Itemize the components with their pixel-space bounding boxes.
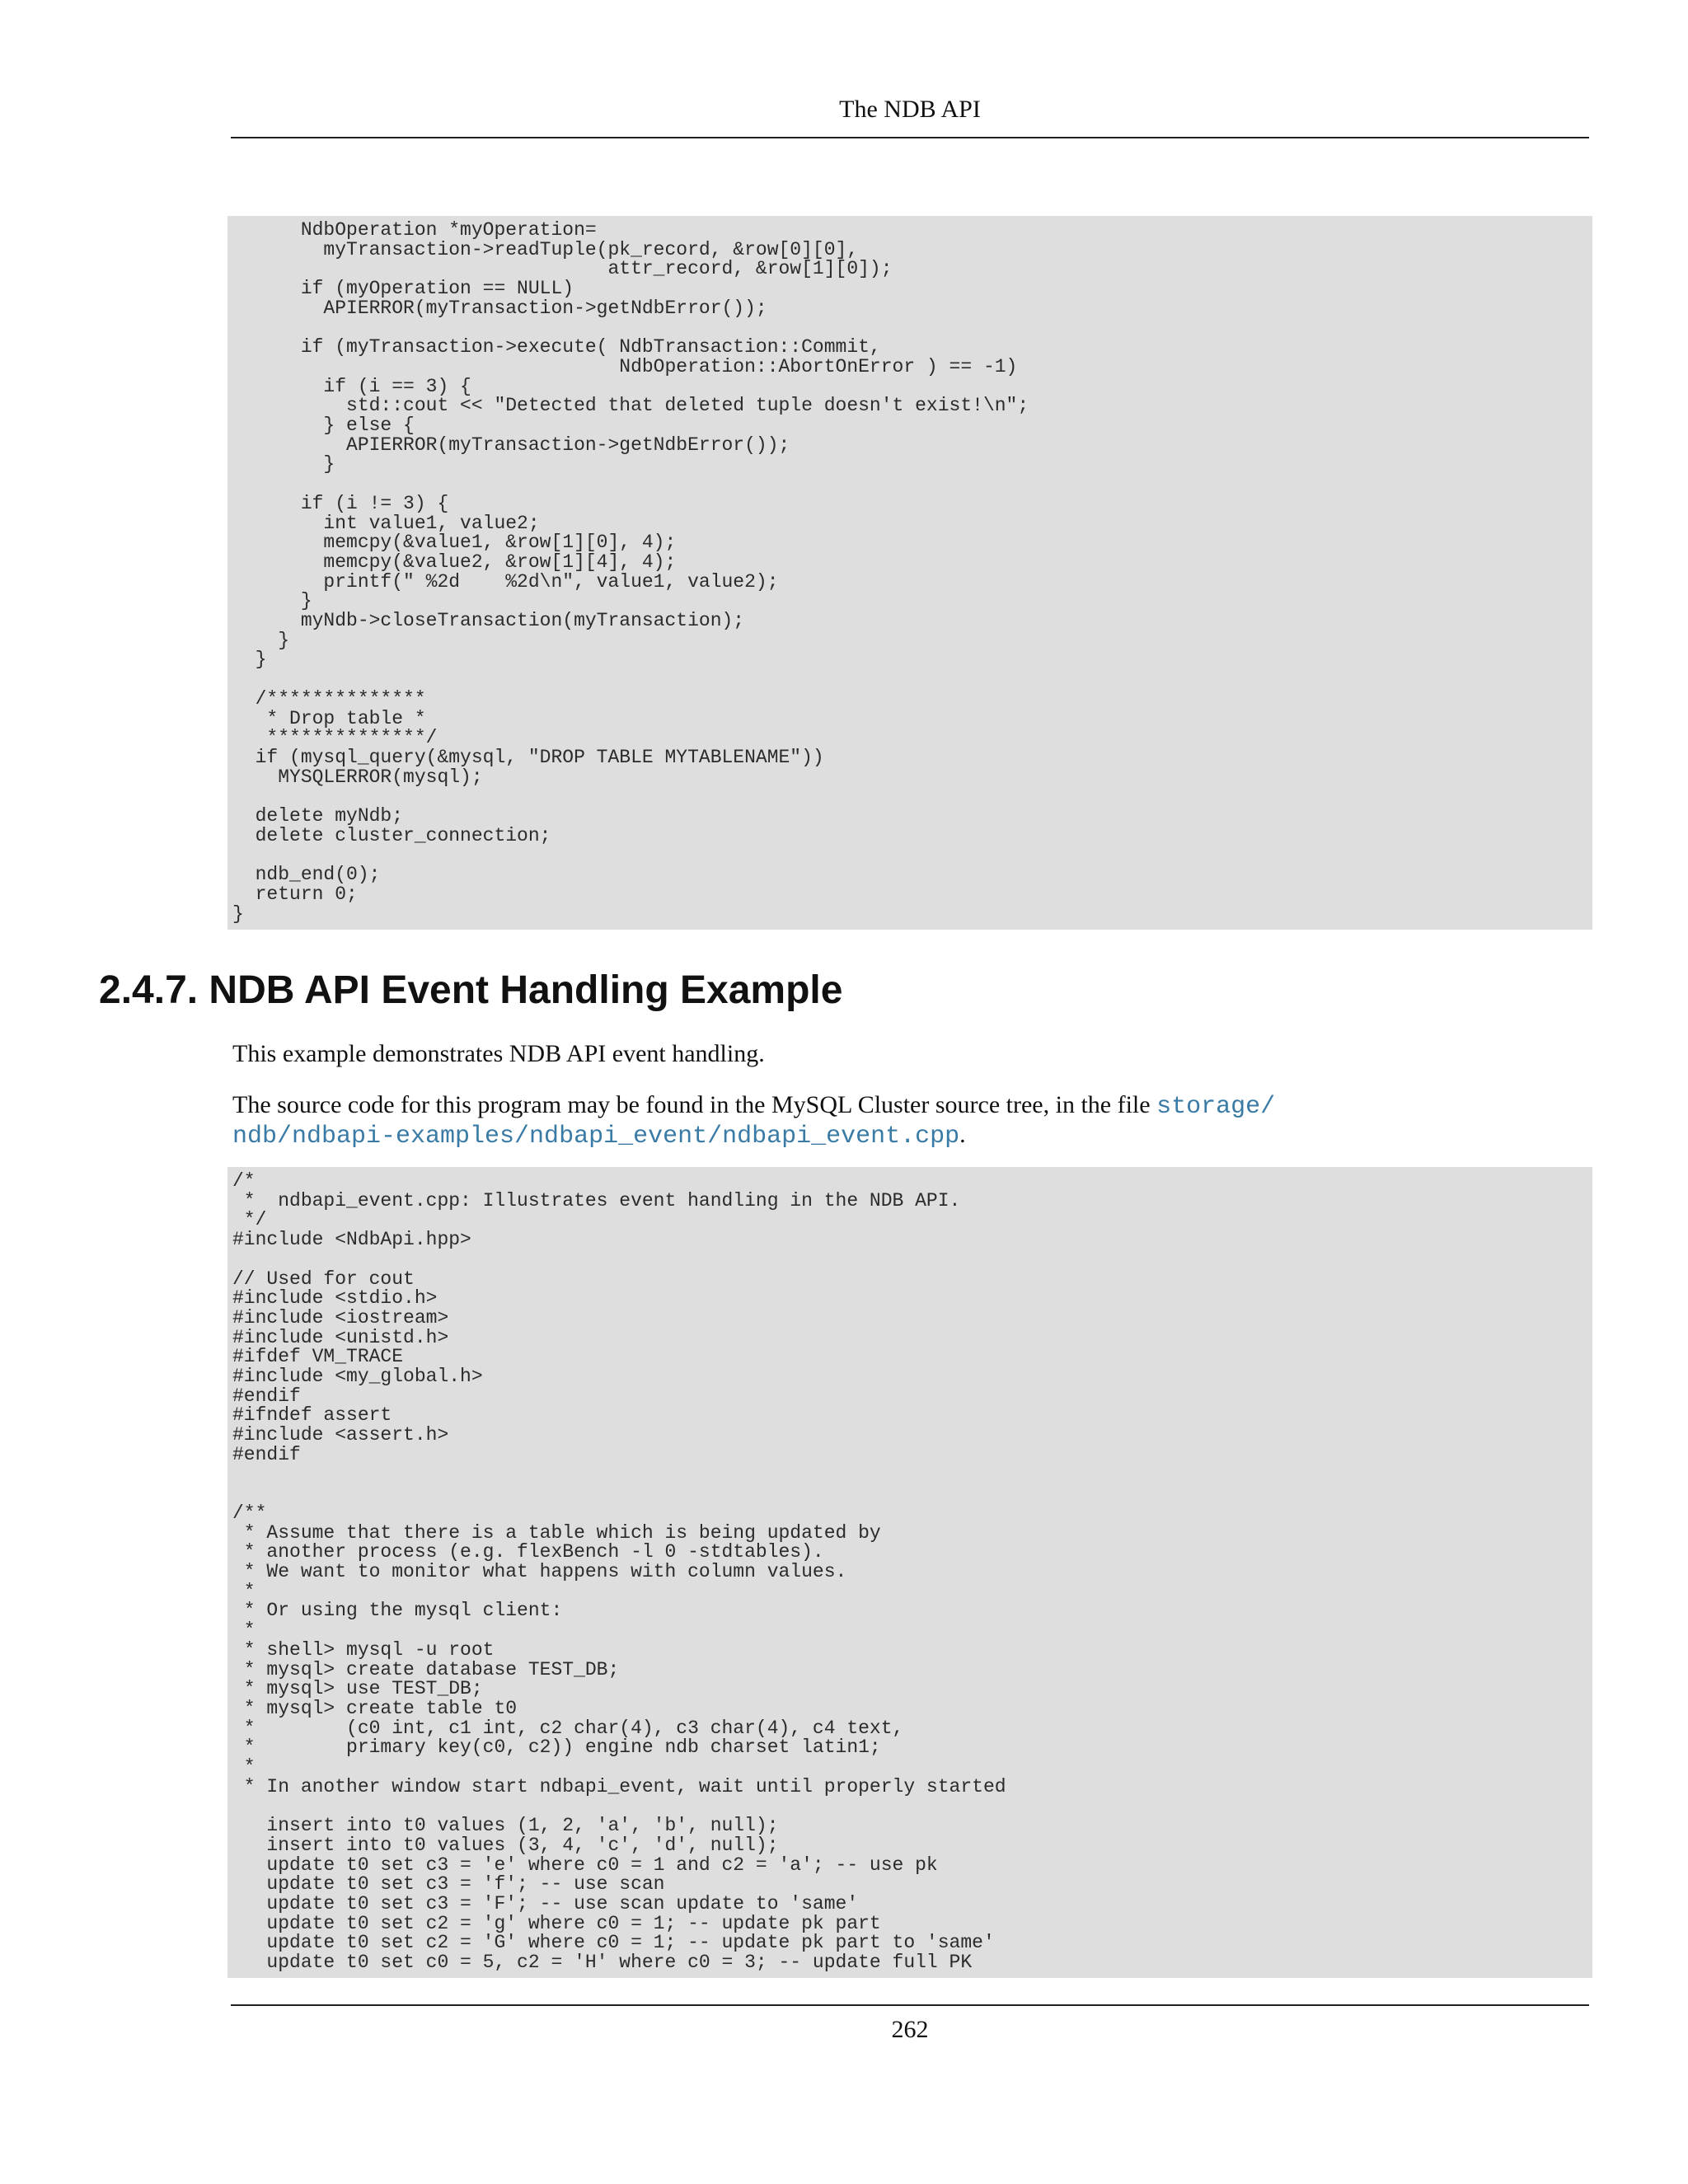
source-path-part-2: ndb/ndbapi-examples/ndbapi_event/ndbapi_event.cpp — [232, 1122, 960, 1151]
source-location-text: The source code for this program may be found in the MySQL Cluster source tree, in the file — [232, 1091, 1157, 1118]
running-header: The NDB API — [839, 96, 981, 123]
code-listing-text: /* * ndbapi_event.cpp: Illustrates event handling in the NDB API. */ #include <NdbApi.hpp> // Used for cout #include <stdio.h> #include <iostream> #include <unistd.h> #ifdef VM_TRACE #include <my_global.h> #endif #ifndef assert #include <assert.h> #endif /** * Assume that there is a table which is being updated by * another process (e.g. flexBench -l 0 -stdtables). * We want to monitor what happens with column values. * * Or using the mysql client: * * shell> mysql -u root * mysql> create database TEST_DB; * mysql> use TEST_DB; * mysql> create table t0 * (c0 int, c1 int, c2 char(4), c3 char(4), c4 text, * primary key(c0, c2)) engine ndb charset latin1; * * In another window start ndbapi_event, wait until properly started insert into t0 values (1, 2, 'a', 'b', null); insert into t0 values (3, 4, 'c', 'd', null); update t0 set c3 = 'e' where c0 = 1 and c2 = 'a'; -- use pk update t0 set c3 = 'f'; -- use scan update t0 set c3 = 'F'; -- use scan update to 'same' update t0 set c2 = 'g' where c0 = 1; -- update pk part update t0 set c2 = 'G' where c0 = 1; -- update pk part to 'same' update t0 set c0 = 5, c2 = 'H' where c0 = 3; -- update full PK — [232, 1170, 1006, 1974]
page-number: 262 — [891, 2016, 929, 2043]
header-rule — [231, 137, 1589, 138]
code-listing-ndbapi-event — [227, 1167, 1592, 1978]
source-location-paragraph — [232, 1091, 1584, 1151]
code-listing-text: NdbOperation *myOperation= myTransaction->readTuple(pk_record, &row[0][0], attr_record, &row[1][0]); if (myOperation == NULL) APIERROR(myTransaction->getNdbError()); if (myTransaction->execute( NdbTransaction::Commit, NdbOperation::AbortOnError ) == -1) if (i == 3) { std::cout << "Detected that deleted tuple doesn't exist!\n"; } else { APIERROR(myTransaction->getNdbError()); } if (i != 3) { int value1, value2; memcpy(&value1, &row[1][0], 4); memcpy(&value2, &row[1][4], 4); printf(" %2d %2d\n", value1, value2); } myNdb->closeTransaction(myTransaction); } } /************** * Drop table * **************/ if (mysql_query(&mysql, "DROP TABLE MYTABLENAME")) MYSQLERROR(mysql); delete myNdb; delete cluster_connection; ndb_end(0); return 0; } — [232, 219, 1029, 925]
footer-rule — [231, 2004, 1589, 2006]
source-location-period: . — [959, 1121, 966, 1148]
source-path-part-1: storage/ — [1156, 1093, 1276, 1121]
intro-paragraph: This example demonstrates NDB API event handling. — [232, 1040, 765, 1067]
section-heading: 2.4.7. NDB API Event Handling Example — [99, 968, 843, 1012]
code-listing-continued — [227, 216, 1592, 930]
